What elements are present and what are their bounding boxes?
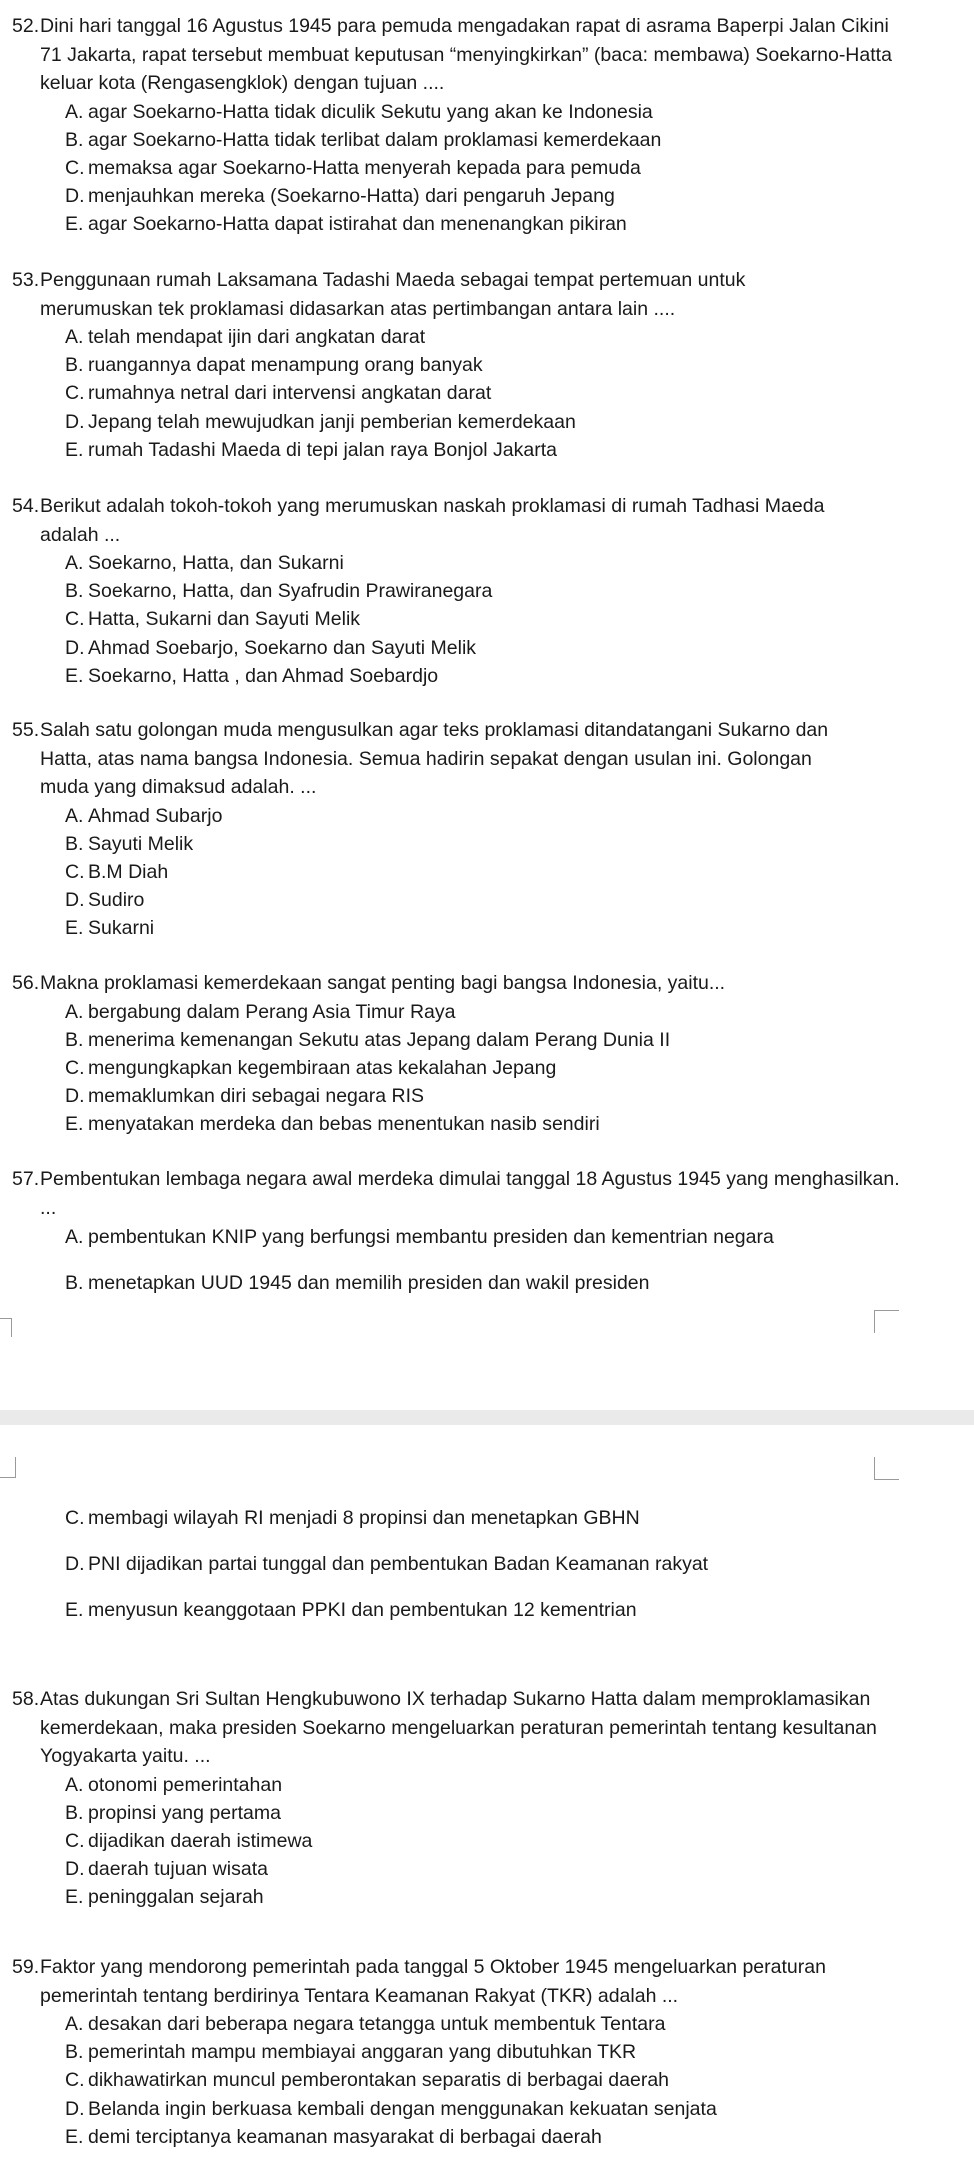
question-number: 57. (12, 1168, 40, 1190)
question-number: 54. (12, 495, 40, 517)
option-text: desakan dari beberapa negara tetangga untuk membentuk Tentara (88, 2013, 666, 2035)
option-letter: B. (65, 1028, 84, 1051)
option-a (0, 323, 974, 351)
question-stem (0, 492, 870, 549)
option-letter: D. (65, 1085, 85, 1108)
option-letter: B. (65, 580, 84, 603)
option-letter: C. (65, 1507, 85, 1529)
question-stem (0, 969, 940, 998)
option-text: Ahmad Subarjo (88, 804, 223, 827)
question-text: Atas dukungan Sri Sultan Hengkubuwono IX terhadap Sukarno Hatta dalam memproklamasikan kemerdekaan, maka presiden Soekarno mengeluarkan peraturan pemerintah tentang kesultanan Yogyakarta yaitu. ... (40, 1688, 877, 1767)
option-text: agar Soekarno-Hatta tidak diculik Sekutu yang akan ke Indonesia (88, 100, 653, 123)
option-b (0, 2038, 974, 2066)
option-e (0, 210, 974, 238)
option-text: pembentukan KNIP yang berfungsi membantu presiden dan kementrian negara (88, 1226, 774, 1248)
option-letter: C. (65, 1829, 85, 1852)
option-b (0, 126, 974, 154)
question-stem (0, 266, 845, 323)
option-text: Soekarno, Hatta , dan Ahmad Soebardjo (88, 664, 439, 687)
option-letter: D. (65, 636, 85, 659)
question-52 (0, 12, 974, 239)
option-a (0, 2010, 974, 2038)
option-a (0, 1771, 974, 1799)
option-letter: C. (65, 2069, 85, 2092)
option-c (0, 1495, 974, 1541)
option-letter: D. (65, 1858, 85, 1881)
question-53 (0, 266, 974, 464)
option-text: memaksa agar Soekarno-Hatta menyerah kepada para pemuda (88, 156, 641, 179)
crop-mark (874, 1310, 899, 1333)
question-stem (0, 12, 900, 98)
option-b (0, 577, 974, 605)
question-text: Faktor yang mendorong pemerintah pada tanggal 5 Oktober 1945 mengeluarkan peraturan pemerintah tentang berdirinya Tentara Keamanan Rakyat (TKR) adalah ... (40, 1956, 826, 2007)
option-letter: A. (65, 326, 84, 348)
option-letter: C. (65, 156, 85, 179)
option-text: demi terciptanya keamanan masyarakat di berbagai daerah (88, 2125, 602, 2148)
option-d (0, 2095, 974, 2123)
option-text: pemerintah mampu membiayai anggaran yang dibutuhkan TKR (88, 2041, 637, 2064)
option-text: Jepang telah mewujudkan janji pemberian kemerdekaan (88, 410, 576, 433)
option-b (0, 1799, 974, 1827)
question-stem (0, 1953, 900, 2010)
option-letter: A. (65, 1226, 84, 1248)
option-text: Sudiro (88, 889, 145, 912)
option-c (0, 379, 974, 407)
option-letter: B. (65, 2041, 84, 2064)
option-text: B.M Diah (88, 860, 169, 883)
option-text: mengungkapkan kegembiraan atas kekalahan Jepang (88, 1056, 557, 1079)
question-58 (0, 1685, 974, 1912)
option-letter: B. (65, 354, 84, 377)
option-text: Sukarni (88, 917, 155, 940)
option-c (0, 858, 974, 886)
option-b (0, 351, 974, 379)
question-stem (0, 716, 845, 802)
option-text: menyusun keanggotaan PPKI dan pembentukan 12 kementrian (88, 1599, 637, 1621)
question-number: 58. (12, 1688, 40, 1710)
option-letter: E. (65, 438, 84, 461)
option-e (0, 1883, 974, 1911)
option-letter: E. (65, 1113, 84, 1136)
question-number: 53. (12, 269, 40, 291)
option-letter: B. (65, 1272, 84, 1294)
question-text: Salah satu golongan muda mengusulkan agar teks proklamasi ditandatangani Sukarno dan Hatta, atas nama bangsa Indonesia. Semua hadirin sepakat dengan usulan ini. Golongan muda yang dimaksud adalah. ... (40, 719, 829, 798)
question-text: Makna proklamasi kemerdekaan sangat penting bagi bangsa Indonesia, yaitu... (40, 972, 726, 994)
option-letter: C. (65, 608, 85, 631)
option-text: Sayuti Melik (88, 832, 194, 855)
question-55 (0, 716, 974, 943)
option-letter: C. (65, 382, 85, 405)
option-letter: B. (65, 1801, 84, 1824)
option-text: menyatakan merdeka dan bebas menentukan nasib sendiri (88, 1113, 600, 1136)
option-e (0, 436, 974, 464)
option-a (0, 802, 974, 830)
option-letter: C. (65, 860, 85, 883)
option-e (0, 2123, 974, 2151)
option-text: rumah Tadashi Maeda di tepi jalan raya Bonjol Jakarta (88, 438, 557, 461)
option-letter: B. (65, 128, 84, 151)
option-text: menjauhkan mereka (Soekarno-Hatta) dari pengaruh Jepang (88, 185, 615, 208)
question-56 (0, 969, 974, 1139)
option-letter: C. (65, 1056, 85, 1079)
option-letter: E. (65, 213, 84, 236)
option-letter: D. (65, 2097, 85, 2120)
option-letter: A. (65, 2013, 84, 2035)
question-57 (0, 1165, 974, 1306)
option-b (0, 1026, 974, 1054)
option-c (0, 2066, 974, 2094)
option-letter: E. (65, 1599, 84, 1621)
option-c (0, 1827, 974, 1855)
option-text: rumahnya netral dari intervensi angkatan darat (88, 382, 492, 405)
option-e (0, 1110, 974, 1138)
option-text: agar Soekarno-Hatta dapat istirahat dan menenangkan pikiran (88, 213, 627, 236)
option-d (0, 1855, 974, 1883)
option-d (0, 634, 974, 662)
option-a (0, 98, 974, 126)
option-text: dijadikan daerah istimewa (88, 1829, 313, 1852)
option-c (0, 1054, 974, 1082)
option-text: Soekarno, Hatta, dan Sukarni (88, 552, 344, 574)
option-a (0, 1214, 974, 1260)
question-text: Berikut adalah tokoh-tokoh yang merumuskan naskah proklamasi di rumah Tadhasi Maeda adalah ... (40, 495, 825, 546)
option-letter: A. (65, 100, 84, 123)
option-text: menetapkan UUD 1945 dan memilih presiden dan wakil presiden (88, 1272, 650, 1294)
option-d (0, 1082, 974, 1110)
question-number: 52. (12, 15, 40, 37)
option-letter: D. (65, 410, 85, 433)
option-text: otonomi pemerintahan (88, 1773, 283, 1796)
option-text: Hatta, Sukarni dan Sayuti Melik (88, 608, 361, 631)
question-text: Dini hari tanggal 16 Agustus 1945 para pemuda mengadakan rapat di asrama Baperpi Jalan Cikini 71 Jakarta, rapat tersebut membuat keputusan “menyingkirkan” (baca: membawa) Soekarno-Hatta keluar kota (Rengasengklok) dengan tujuan .... (40, 15, 892, 94)
option-text: propinsi yang pertama (88, 1801, 281, 1824)
question-stem (0, 1685, 910, 1771)
option-text: agar Soekarno-Hatta tidak terlibat dalam proklamasi kemerdekaan (88, 128, 662, 151)
question-57-continued (0, 1495, 974, 1633)
question-number: 55. (12, 719, 40, 741)
option-text: membagi wilayah RI menjadi 8 propinsi dan menetapkan GBHN (88, 1507, 640, 1529)
option-text: peninggalan sejarah (88, 1886, 264, 1909)
question-54 (0, 492, 974, 690)
option-letter: E. (65, 664, 84, 687)
option-d (0, 182, 974, 210)
option-d (0, 1541, 974, 1587)
option-text: dikhawatirkan muncul pemberontakan separatis di berbagai daerah (88, 2069, 670, 2092)
crop-mark (874, 1457, 899, 1480)
option-letter: E. (65, 917, 84, 940)
option-letter: E. (65, 2125, 84, 2148)
option-letter: A. (65, 1000, 84, 1023)
option-letter: B. (65, 832, 84, 855)
option-letter: D. (65, 1553, 85, 1575)
option-text: memaklumkan diri sebagai negara RIS (88, 1085, 424, 1108)
option-text: Belanda ingin berkuasa kembali dengan menggunakan kekuatan senjata (88, 2097, 717, 2120)
option-letter: E. (65, 1886, 84, 1909)
option-text: ruangannya dapat menampung orang banyak (88, 354, 483, 377)
option-d (0, 408, 974, 436)
option-b (0, 830, 974, 858)
question-number: 59. (12, 1956, 40, 1978)
option-c (0, 605, 974, 633)
crop-mark (0, 1457, 16, 1478)
crop-mark (0, 1318, 12, 1337)
option-text: daerah tujuan wisata (88, 1858, 268, 1881)
option-text: PNI dijadikan partai tunggal dan pembentukan Badan Keamanan rakyat (88, 1553, 709, 1575)
question-59 (0, 1953, 974, 2151)
option-text: bergabung dalam Perang Asia Timur Raya (88, 1000, 456, 1023)
option-e (0, 662, 974, 690)
option-letter: D. (65, 185, 85, 208)
option-text: Soekarno, Hatta, dan Syafrudin Prawiranegara (88, 580, 493, 603)
option-a (0, 998, 974, 1026)
option-c (0, 154, 974, 182)
option-a (0, 549, 974, 577)
question-text: Penggunaan rumah Laksamana Tadashi Maeda sebagai tempat pertemuan untuk merumuskan tek proklamasi didasarkan atas pertimbangan antara lain .... (40, 269, 746, 320)
page-separator (0, 1410, 974, 1425)
option-d (0, 886, 974, 914)
option-letter: A. (65, 552, 84, 574)
option-text: telah mendapat ijin dari angkatan darat (88, 326, 426, 348)
scan-page-2 (0, 1425, 974, 2166)
option-letter: A. (65, 804, 84, 827)
option-e (0, 914, 974, 942)
option-letter: D. (65, 889, 85, 912)
option-e (0, 1587, 974, 1633)
option-b (0, 1260, 974, 1306)
option-letter: A. (65, 1773, 84, 1796)
question-text: Pembentukan lembaga negara awal merdeka dimulai tanggal 18 Agustus 1945 yang menghasilkan. ... (40, 1168, 900, 1219)
option-text: Ahmad Soebarjo, Soekarno dan Sayuti Melik (88, 636, 477, 659)
option-text: menerima kemenangan Sekutu atas Jepang dalam Perang Dunia II (88, 1028, 671, 1051)
question-number: 56. (12, 972, 40, 994)
